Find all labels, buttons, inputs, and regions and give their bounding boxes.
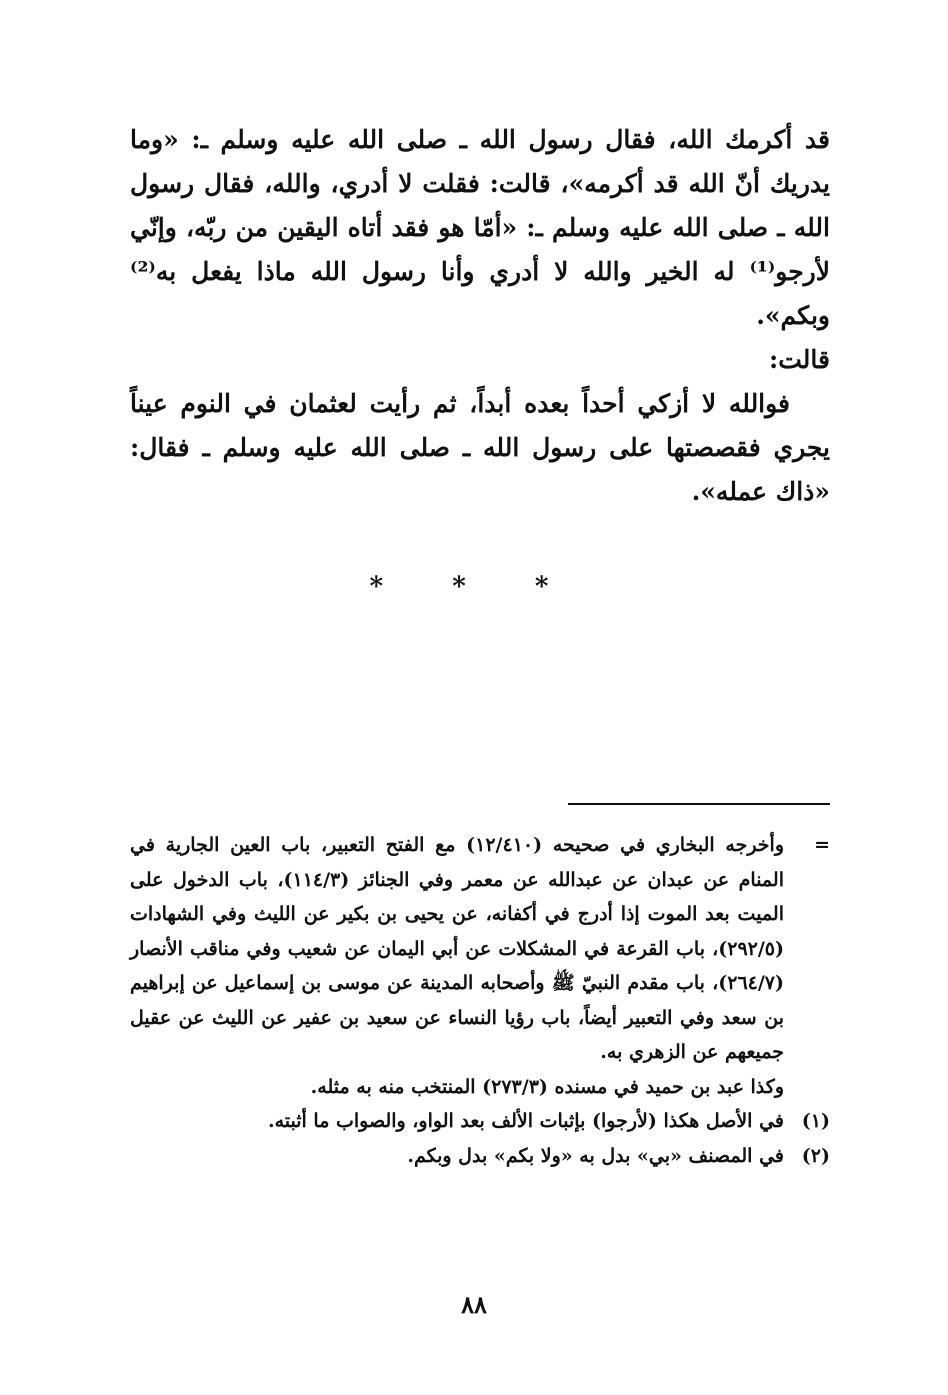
footnote-2 — [130, 1139, 830, 1174]
page-number: ٨٨ — [461, 1290, 487, 1319]
footnotes-block — [130, 828, 830, 1173]
footnote-continuation — [130, 828, 830, 1070]
main-text-block — [130, 118, 830, 514]
footnote-continuation-line: وكذا عبد بن حميد في مسنده (٢٧٣/٣) المنتخب منه به مثله. — [310, 1075, 784, 1098]
section-separator: * * * — [369, 572, 579, 602]
footnote-1 — [130, 1104, 830, 1139]
footnote-continuation-marker: = — [814, 834, 830, 856]
footnote-divider — [568, 803, 830, 805]
main-paragraph-1: قد أكرمك الله، فقال رسول الله ـ صلى الله عليه وسلم ـ: «وما يدريك أنّ الله قد أكرمه»، قالت: فقلت لا أدري، والله، فقال رسول الله ـ صلى الله عليه وسلم ـ: «أمّا هو فقد أتاه اليقين من ربّه، وإنّي لأرجو⁽¹⁾ له الخير والله لا أدري وأنا رسول الله ماذا يفعل به⁽²⁾ وبكم». — [130, 125, 830, 330]
footnote-continuation-text: وأخرجه البخاري في صحيحه (١٢/٤١٠) مع الفتح التعبير، باب العين الجارية في المنام عن عبدان عن عبدالله عن معمر وفي الجنائز (١١٤/٣)، باب الدخول على الميت بعد الموت إذا أدرج في أكفانه، عن يحيى بن بكير عن الليث وفي الشهادات (٢٩٢/٥)، باب القرعة في المشكلات عن أبي اليمان عن شعيب وفي مناقب الأنصار (٢٦٤/٧)، باب مقدم النبيّ ﷺ وأصحابه المدينة عن موسى بن إسماعيل عن إبراهيم بن سعد وفي التعبير أيضاً، باب رؤيا النساء عن سعيد بن عفير عن الليث عن عقيل جميعهم عن الزهري به. — [130, 834, 784, 1063]
footnote-1-marker: (١) — [801, 1110, 830, 1132]
footnote-2-text: في المصنف «بي» بدل به «ولا بكم» بدل وبكم. — [407, 1144, 784, 1167]
main-paragraph-2: فوالله لا أزكي أحداً بعده أبداً، ثم رأيت لعثمان في النوم عيناً يجري فقصصتها على رسول الله ـ صلى الله عليه وسلم ـ فقال: «ذاك عمله». — [130, 389, 830, 506]
footnote-2-marker: (٢) — [801, 1144, 830, 1167]
footnote-1-text: في الأصل هكذا (لأرجوا) بإثبات الألف بعد الواو، والصواب ما أثبته. — [267, 1110, 784, 1132]
section-heading: قالت: — [769, 345, 830, 374]
